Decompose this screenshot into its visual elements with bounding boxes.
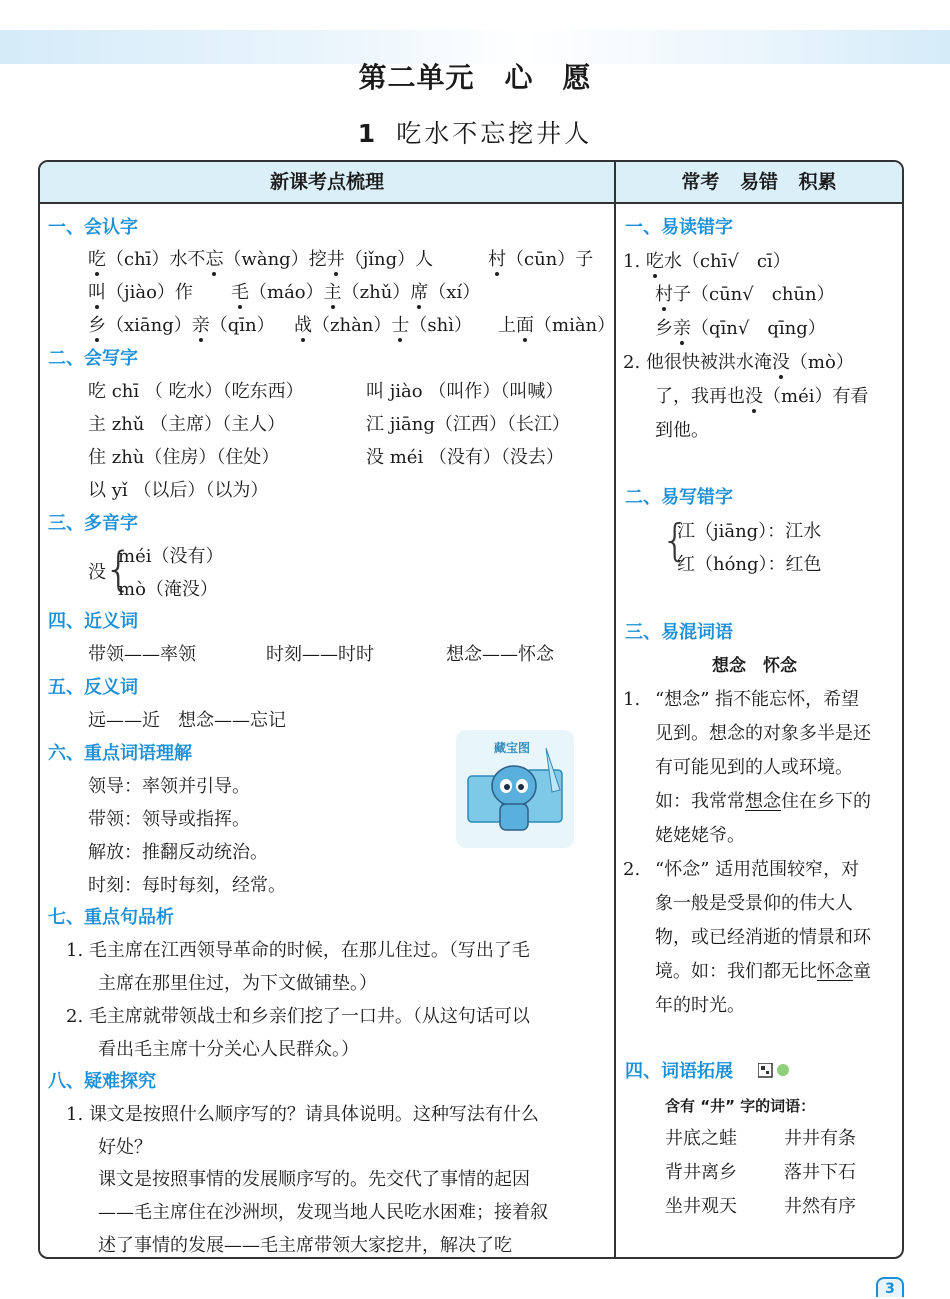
treasure-map-illustration <box>456 730 574 848</box>
recognize-row-3: 乡（xiāng）亲（qīn） <box>88 315 275 336</box>
confusable-2-example: 境。如：我们都无比怀念童 <box>655 961 871 982</box>
misread-item-3: 乡亲（qīn√ qīng） <box>655 318 826 339</box>
miswrite-line-2: 红（hóng）：红色 <box>677 554 822 575</box>
section-title-synonyms: 四、近义词 <box>48 611 138 632</box>
page-number: 3 <box>876 1277 904 1297</box>
section-title-inquiry: 八、疑难探究 <box>48 1071 156 1092</box>
inquiry-question-line-1: 1. 课文是按照什么顺序写的？请具体说明。这种写法有什么 <box>66 1104 539 1125</box>
write-row-1-right: 叫 jiào （叫作）（叫喊） <box>366 381 564 402</box>
recognize-row-1: 吃（chī）水不忘（wàng）挖井（jǐng）人 <box>88 249 434 270</box>
brace-mark: { <box>104 542 134 596</box>
recognize-row-3b: 战（zhàn）士（shì） <box>294 315 472 336</box>
write-row-2-right: 江 jiāng（江西）（长江） <box>366 414 570 435</box>
expansion-word: 井底之蛙 <box>665 1128 737 1149</box>
confusable-1-num: 1. <box>623 689 641 710</box>
antonyms-line: 远——近 想念——忘记 <box>88 710 286 731</box>
write-row-4-left: 以 yǐ （以后）（以为） <box>88 480 269 501</box>
misread-item-1: 1. 吃水（chī√ cī） <box>623 251 791 272</box>
confusable-2-num: 2. <box>623 859 641 880</box>
confusable-1-line-5: 姥姥姥爷。 <box>655 825 745 846</box>
write-row-3-right: 没 méi （没有）（没去） <box>366 447 564 468</box>
illustration-caption: 藏宝图 <box>494 741 531 755</box>
confusable-1-example: 如：我常常想念住在乡下的 <box>655 791 871 812</box>
lesson-title: 1 吃水不忘挖井人 <box>357 119 593 148</box>
polyphone-char: 没 <box>88 562 106 583</box>
expansion-heading: 含有 “井” 字的词语： <box>665 1097 816 1115</box>
confusable-1-line-1: “想念” 指不能忘怀，希望 <box>655 689 860 710</box>
section-title-confusable: 三、易混词语 <box>625 622 733 643</box>
sentence-2-line-2: 看出毛主席十分关心人民群众。） <box>98 1039 359 1060</box>
key-word-1: 领导：率领并引导。 <box>88 776 250 797</box>
write-row-1-left: 吃 chī （ 吃水）（吃东西） <box>88 381 304 402</box>
confusable-1-line-3: 有可能见到的人或环境。 <box>655 757 853 778</box>
miswrite-brace: { <box>661 515 689 566</box>
inquiry-answer-line-2: ——毛主席住在沙洲坝，发现当地人民吃水困难；接着叙 <box>98 1202 548 1223</box>
section-title-recognize: 一、会认字 <box>48 217 138 238</box>
confusable-2-line-1: “怀念” 适用范围较窄，对 <box>655 859 860 880</box>
synonym-1: 带领——率领 <box>88 644 196 665</box>
column-divider <box>614 204 616 1259</box>
confusable-2-line-2: 象一般是受景仰的伟大人 <box>655 893 853 914</box>
sentence-1-line-1: 1. 毛主席在江西领导革命的时候，在那儿住过。（写出了毛 <box>66 940 530 961</box>
misread-sentence-line-1: 2. 他很快被洪水淹没（mò） <box>623 352 854 373</box>
confusable-2-line-3: 物，或已经消逝的情景和环 <box>655 927 871 948</box>
section-title-misread: 一、易读错字 <box>625 217 733 238</box>
expansion-word: 背井离乡 <box>665 1162 737 1183</box>
expansion-word: 落井下石 <box>784 1162 856 1183</box>
expansion-word: 坐井观天 <box>665 1196 737 1217</box>
polyphone-line-2: mò（淹没） <box>118 579 218 600</box>
section-title-sentence-analysis: 七、重点句品析 <box>48 907 174 928</box>
sentence-1-line-2: 主席在那里住过，为下文做铺垫。） <box>98 973 377 994</box>
recognize-row-3c: 上面（miàn） <box>498 315 616 336</box>
synonym-3: 想念——怀念 <box>446 644 554 665</box>
inquiry-question-line-2: 好处？ <box>98 1137 152 1158</box>
write-row-3-left: 住 zhù（住房）（住处） <box>88 447 280 468</box>
key-word-3: 解放：推翻反动统治。 <box>88 842 268 863</box>
key-word-2: 带领：领导或指挥。 <box>88 809 250 830</box>
misread-sentence-line-2: 了，我再也没（méi）有看 <box>655 386 869 407</box>
qr-code-icon <box>758 1063 792 1079</box>
recognize-row-2: 叫（jiào）作 <box>88 282 193 303</box>
recognize-row-2b: 毛（máo）主（zhǔ）席（xí） <box>231 282 481 303</box>
key-word-4: 时刻：每时每刻，经常。 <box>88 875 286 896</box>
confusable-2-line-5: 年的时光。 <box>655 995 745 1016</box>
inquiry-answer-line-3: 述了事情的发展——毛主席带领大家挖井，解决了吃 <box>98 1235 512 1256</box>
confusable-heading: 想念 怀念 <box>712 656 797 676</box>
left-column-header: 新课考点梳理 <box>40 162 616 204</box>
section-title-write: 二、会写字 <box>48 348 138 369</box>
inquiry-answer-line-1: 课文是按照事情的发展顺序写的。先交代了事情的起因 <box>98 1169 530 1190</box>
section-title-polyphone: 三、多音字 <box>48 513 138 534</box>
section-title-miswrite: 二、易写错字 <box>625 487 733 508</box>
misread-sentence-line-3: 到他。 <box>655 420 709 441</box>
section-title-antonyms: 五、反义词 <box>48 677 138 698</box>
write-row-2-left: 主 zhǔ （主席）（主人） <box>88 414 286 435</box>
synonym-2: 时刻——时时 <box>266 644 374 665</box>
expansion-word: 井然有序 <box>784 1196 856 1217</box>
unit-title: 第二单元 心 愿 <box>358 61 592 94</box>
right-column-header: 常考 易错 积累 <box>616 162 902 204</box>
polyphone-line-1: méi（没有） <box>118 546 224 567</box>
section-title-key-words: 六、重点词语理解 <box>48 743 192 764</box>
expansion-word: 井井有条 <box>784 1128 856 1149</box>
recognize-row-1-tail: 村（cūn）子 <box>488 249 594 270</box>
confusable-1-line-2: 见到。想念的对象多半是还 <box>655 723 871 744</box>
miswrite-line-1: 江（jiāng）：江水 <box>677 521 822 542</box>
section-title-expansion: 四、词语拓展 <box>625 1061 733 1082</box>
misread-item-2: 村子（cūn√ chūn） <box>655 284 835 305</box>
sentence-2-line-1: 2. 毛主席就带领战士和乡亲们挖了一口井。（从这句话可以 <box>66 1006 530 1027</box>
